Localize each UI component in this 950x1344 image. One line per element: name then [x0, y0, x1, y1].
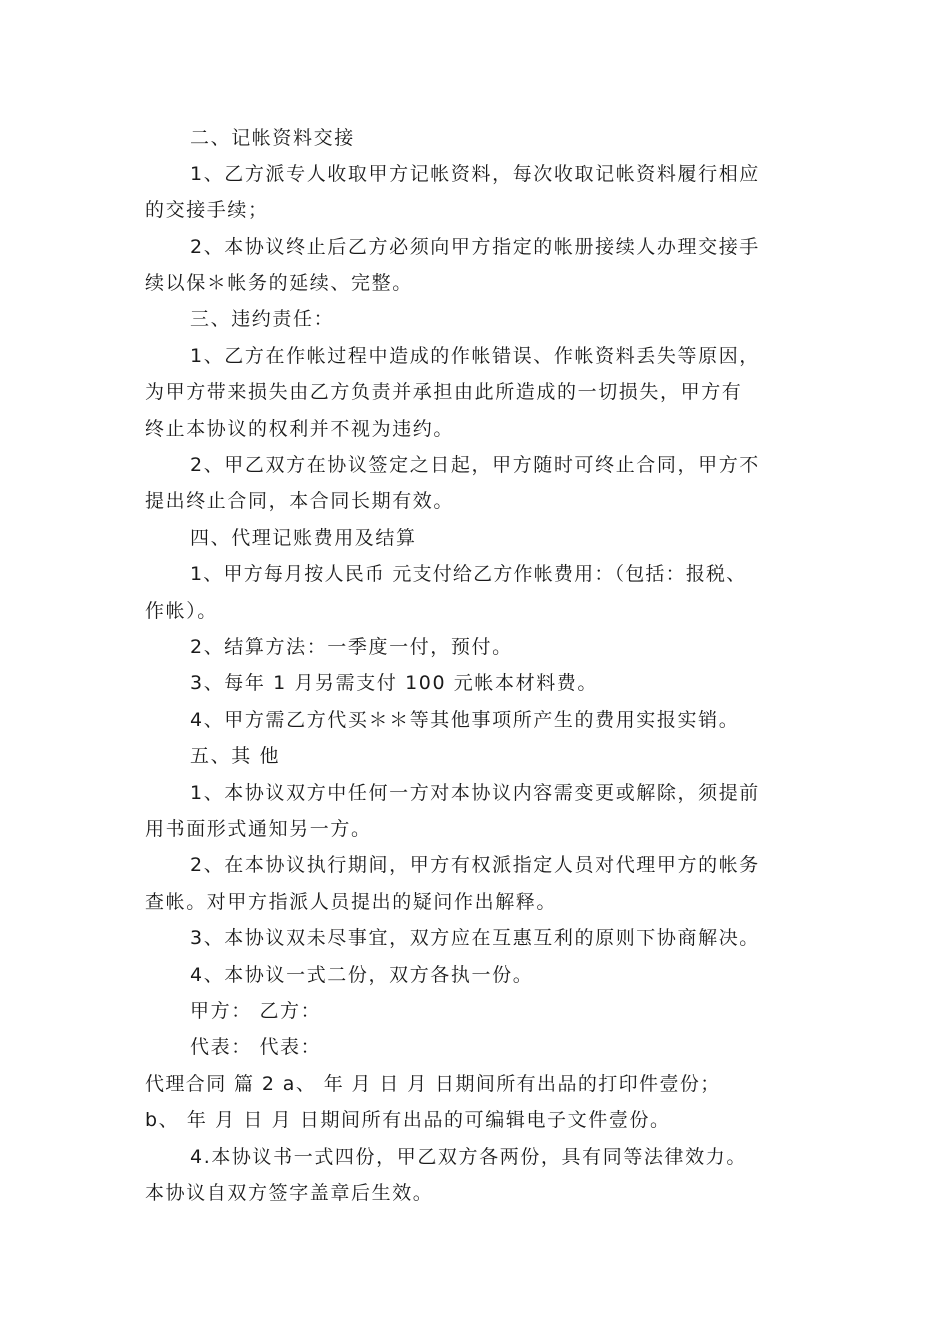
section-heading-5: 五、其 他 [190, 745, 281, 767]
contract-2-clause-4-line-1: 4.本协议书一式四份，甲乙双方各两份，具有同等法律效力。 [190, 1146, 747, 1168]
clause-5-3: 3、本协议双未尽事宜，双方应在互惠互利的原则下协商解决。 [190, 927, 760, 949]
signature-parties: 甲方： 乙方： [190, 1000, 322, 1022]
section-heading-2: 二、记帐资料交接 [190, 127, 355, 149]
clause-2-2-line-2: 续以保＊帐务的延续、完整。 [145, 272, 413, 294]
section-heading-4: 四、代理记账费用及结算 [190, 527, 417, 549]
clause-5-1-line-1: 1、本协议双方中任何一方对本协议内容需变更或解除，须提前 [190, 782, 760, 804]
clause-3-1-line-2: 为甲方带来损失由乙方负责并承担由此所造成的一切损失，甲方有 [145, 381, 743, 403]
clause-5-4: 4、本协议一式二份，双方各执一份。 [190, 964, 534, 986]
clause-5-2-line-1: 2、在本协议执行期间，甲方有权派指定人员对代理甲方的帐务 [190, 854, 760, 876]
clause-4-1-line-2: 作帐）。 [145, 600, 218, 622]
clause-2-1-line-1: 1、乙方派专人收取甲方记帐资料，每次收取记帐资料履行相应 [190, 163, 760, 185]
clause-5-2-line-2: 查帐。对甲方指派人员提出的疑问作出解释。 [145, 891, 558, 913]
clause-3-1-line-3: 终止本协议的权利并不视为违约。 [145, 418, 455, 440]
clause-3-1-line-1: 1、乙方在作帐过程中造成的作帐错误、作帐资料丢失等原因， [190, 345, 760, 367]
contract-2-line-1: 代理合同 篇 2 a、 年 月 日 月 日期间所有出品的打印件壹份； [145, 1073, 721, 1095]
clause-4-1-line-1: 1、甲方每月按人民币 元支付给乙方作帐费用：（包括：报税、 [190, 563, 747, 585]
clause-2-2-line-1: 2、本协议终止后乙方必须向甲方指定的帐册接续人办理交接手 [190, 236, 760, 258]
contract-2-clause-4-line-2: 本协议自双方签字盖章后生效。 [145, 1182, 434, 1204]
clause-4-3: 3、每年 1 月另需支付 100 元帐本材料费。 [190, 672, 599, 694]
clause-3-2-line-2: 提出终止合同，本合同长期有效。 [145, 490, 455, 512]
clause-5-1-line-2: 用书面形式通知另一方。 [145, 818, 372, 840]
clause-4-4: 4、甲方需乙方代买＊＊等其他事项所产生的费用实报实销。 [190, 709, 740, 731]
clause-2-1-line-2: 的交接手续； [145, 199, 269, 221]
section-heading-3: 三、违约责任： [190, 308, 335, 330]
clause-4-2: 2、结算方法：一季度一付，预付。 [190, 636, 513, 658]
signature-representatives: 代表： 代表： [190, 1036, 322, 1058]
contract-2-line-2: b、 年 月 日 月 日期间所有出品的可编辑电子文件壹份。 [145, 1109, 671, 1131]
clause-3-2-line-1: 2、甲乙双方在协议签定之日起，甲方随时可终止合同，甲方不 [190, 454, 760, 476]
